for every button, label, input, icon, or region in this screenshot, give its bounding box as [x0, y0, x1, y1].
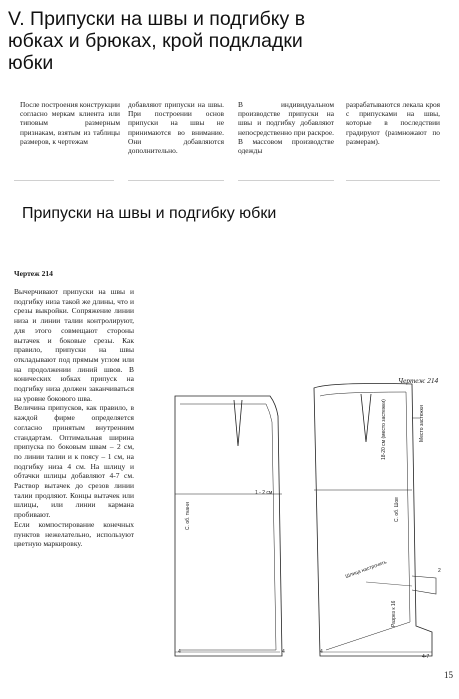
intro-column-1: После построения конструкции согласно меркам клиента или типовым размерным признакам, взятым из таблицы размеров, к чертежам	[20, 100, 120, 146]
body-paragraph: Если компостирование конечных пунктов нежелательно, используют цветную маркировку.	[14, 519, 134, 549]
slit-text: Разрез к 16	[391, 600, 397, 627]
back-panel-outline	[314, 384, 432, 657]
left-side-note: С. об. ткани	[185, 502, 191, 530]
chapter-title	[8, 8, 438, 74]
front-panel-outline	[175, 396, 282, 656]
body-text	[14, 287, 134, 549]
dim-4-right: 4	[320, 649, 323, 655]
left-mid-note: 1 - 2 см	[255, 490, 273, 496]
column-divider	[14, 180, 114, 181]
intro-column-2: добавляют припуски на швы. При построении основ припуски на швы не принимаются во внимание. Они добавляются дополнительно.	[128, 100, 224, 156]
dim-4-mid: 4	[282, 649, 285, 655]
section-title: Припуски на швы и подгибку юбки	[22, 205, 277, 222]
body-paragraph: Вычерчивают припуски на швы и подгибку низа такой же длины, что и срезы выкройки. Сопряжение линии низа и линии талии контролируют, для этого совмещают стороны вытачек и боковые срезы. Как правило, припуски на швы откладывают под прямым углом или на продолжении линий швов. В конических юбках припуск на подгибку низа должен заканчиваться на уровне бокового шва.	[14, 287, 134, 403]
intro-column-3: В индивидуальном производстве припуски на швы и подгибку добавляют непосредственно при раскрое. В массовом производстве одежды	[238, 100, 334, 156]
slit-note: Шлица настрочить	[344, 559, 388, 580]
dim-4-7: 4-7	[422, 654, 430, 660]
body-paragraph: Величина припусков, как правило, в каждой фирме определяется согласно принятым внутренним стандартам. Оптимальная ширина припуска по боковым швам – 2 см, по линии талии и к поясу – 1 см, на подгибку низа 4 см. На шлицу и обтачки шлицы добавляют 4-7 см. Раствор вытачек до срезов линии талии продляют. Концы вытачек или шлицы, или линии кармана пробивают.	[14, 403, 134, 520]
column-divider	[128, 180, 224, 181]
column-divider	[346, 180, 440, 181]
zipper-note: Место застежки	[419, 405, 425, 442]
back-dart	[361, 394, 371, 442]
page-number: 15	[444, 670, 453, 680]
skirt-pattern-drawing	[150, 382, 450, 667]
dim-4-left: 4	[178, 649, 181, 655]
column-divider	[238, 180, 334, 181]
front-dart	[234, 400, 242, 446]
front-seam-allowance	[180, 404, 276, 650]
chapter-title-line: юбки	[8, 52, 54, 74]
dim-2: 2	[438, 568, 441, 574]
intro-column-4: разрабатываются лекала кроя с припусками на швы, которые в последствии градируют (размножают по размерам).	[346, 100, 440, 146]
chapter-title-line: юбках и брюках, крой подкладки	[8, 30, 303, 52]
chapter-title-line: V. Припуски на швы и подгибку в	[8, 8, 306, 30]
right-top-note: 18-20 см (место застежки)	[381, 399, 387, 460]
right-side-note: С. об. Шов	[394, 497, 400, 522]
figure-label: Чертеж 214	[14, 269, 53, 278]
figure-label-right: Чертеж 214	[398, 376, 439, 385]
slit-pointer	[366, 582, 412, 586]
